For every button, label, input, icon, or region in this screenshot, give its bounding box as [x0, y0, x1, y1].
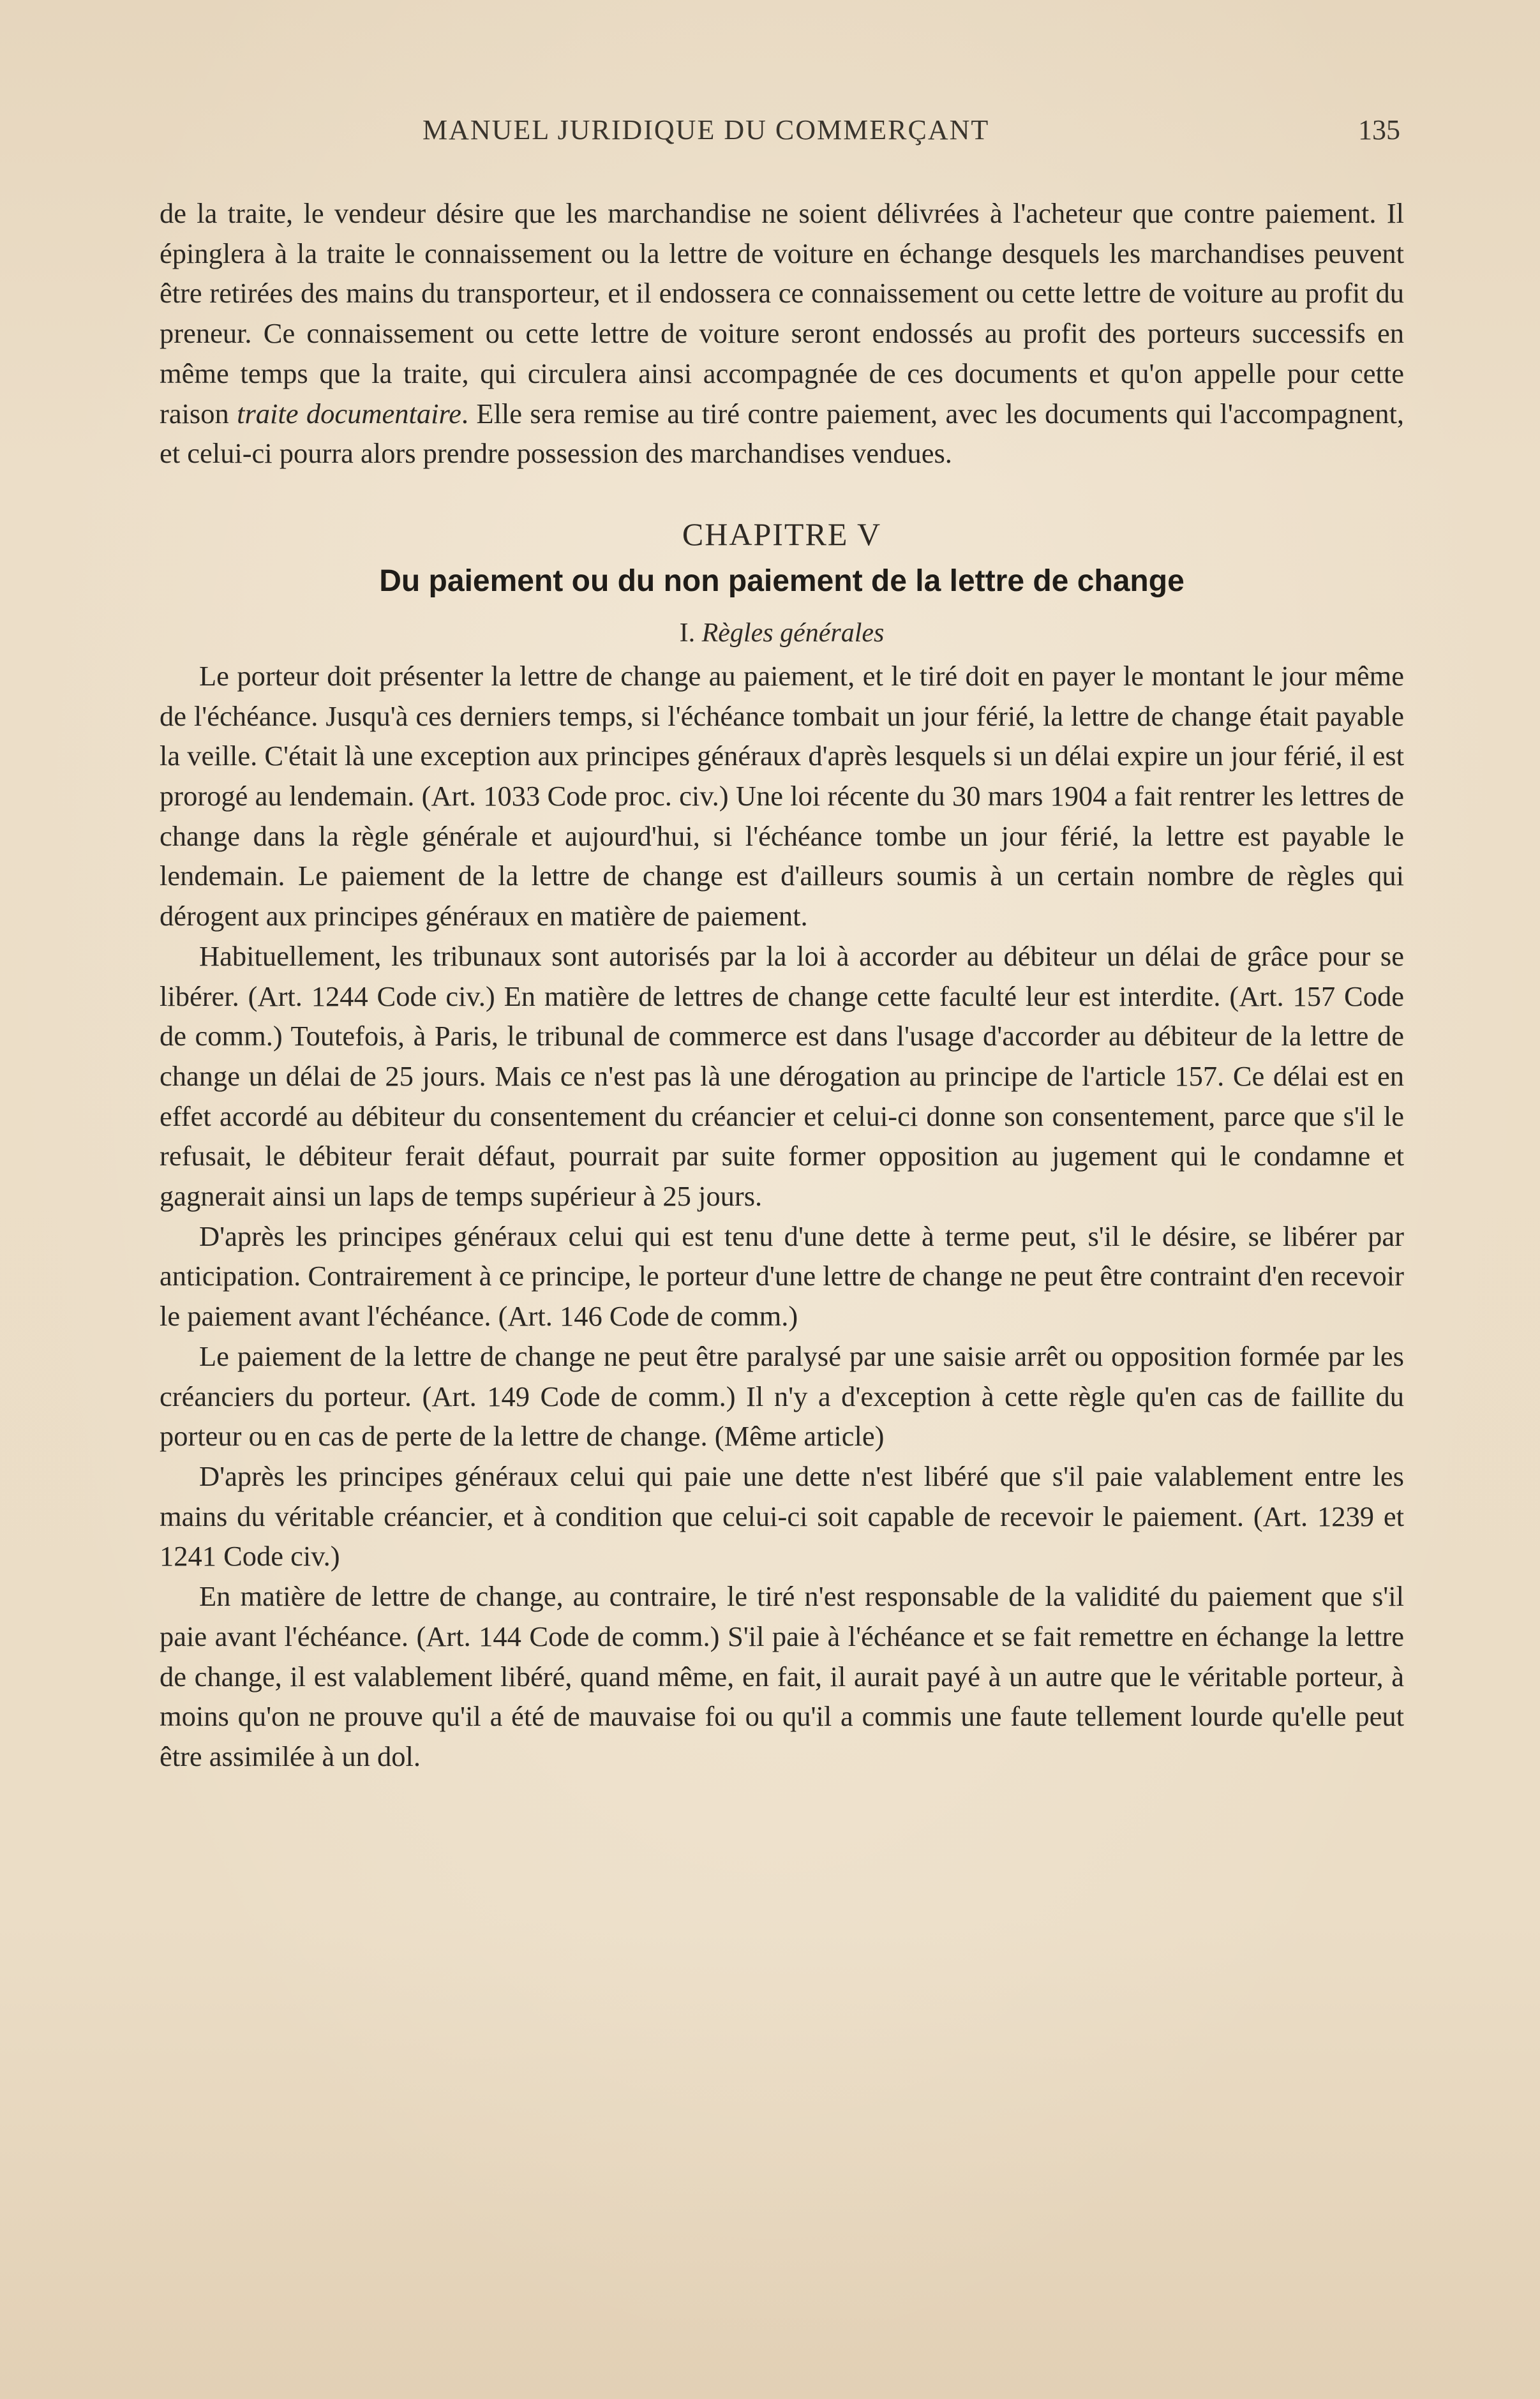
- page-body: [160, 193, 1404, 1777]
- paragraph-text: de la traite, le vendeur désire que les marchandise ne soient délivrées à l'acheteur que contre paiement. Il épinglera à la traite le connaissement ou la lettre de voiture en échange desquels les marchandises peuvent être retirées des mains du transporteur, et il endossera ce connaissement ou cette lettre de voiture au profit du preneur. Ce connaissement ou cette lettre de voiture seront endossés au profit des porteurs successifs en même temps que la traite, qui circulera ainsi accompagnée de ces documents et qu'on appelle pour cette raison: [160, 197, 1404, 430]
- book-page: [160, 0, 1404, 2399]
- paragraph: Le porteur doit présenter la lettre de change au paiement, et le tiré doit en payer le montant le jour même de l'échéance. Jusqu'à ces derniers temps, si l'échéance tombait un jour férié, la lettre de change était payable la veille. C'était là une exception aux principes généraux d'après lesquels si un délai expire un jour férié, il est prorogé au lendemain. (Art. 1033 Code proc. civ.) Une loi récente du 30 mars 1904 a fait rentrer les lettres de change dans la règle générale et aujourd'hui, si l'échéance tombe un jour férié, la lettre est payable le lendemain. Le paiement de la lettre de change est d'ailleurs soumis à un certain nombre de règles qui dérogent aux principes généraux en matière de paiement.: [160, 659, 1404, 932]
- section-title: Règles générales: [701, 618, 885, 648]
- chapter-title: CHAPITRE V: [682, 516, 882, 552]
- chapter-subtitle: Du paiement ou du non paiement de la lettre de change: [379, 564, 1185, 598]
- paragraph: D'après les principes généraux celui qui est tenu d'une dette à terme peut, s'il le désire, se libérer par anticipation. Contrairement à ce principe, le porteur d'une lettre de change ne peut être contraint d'en recevoir le paiement avant l'échéance. (Art. 146 Code de comm.): [160, 1220, 1404, 1333]
- section-number: I.: [679, 618, 696, 648]
- running-title: MANUEL JURIDIQUE DU COMMERÇANT: [422, 114, 990, 146]
- paragraph: En matière de lettre de change, au contraire, le tiré n'est responsable de la validité du paiement que s'il paie avant l'échéance. (Art. 144 Code de comm.) S'il paie à l'échéance et se fait remettre en échange la lettre de change, il est valablement libéré, quand même, en fait, il aurait payé à un autre que le véritable porteur, à moins qu'on ne prouve qu'il a été de mauvaise foi ou qu'il a commis une faute tellement lourde qu'elle peut être assimilée à un dol.: [160, 1580, 1404, 1772]
- running-header: [160, 114, 1404, 152]
- italic-term: traite documentaire: [237, 397, 461, 430]
- paragraph-text: . Elle sera remise au tiré contre paiement, avec les documents qui l'accompagnent, et celui-ci pourra alors prendre possession des marchandises vendues.: [160, 397, 1404, 470]
- section-heading: [160, 614, 1404, 652]
- paragraph: D'après les principes généraux celui qui paie une dette n'est libéré que s'il paie valablement entre les mains du véritable créancier, et à condition que celui-ci soit capable de recevoir le paiement. (Art. 1239 et 1241 Code civ.): [160, 1460, 1404, 1573]
- paragraph: Le paiement de la lettre de change ne peut être paralysé par une saisie arrêt ou opposition formée par les créanciers du porteur. (Art. 149 Code de comm.) Il n'y a d'exception à cette règle qu'en cas de faillite du porteur ou en cas de perte de la lettre de change. (Même article): [160, 1340, 1404, 1453]
- paragraph: Habituellement, les tribunaux sont autorisés par la loi à accorder au débiteur un délai de grâce pour se libérer. (Art. 1244 Code civ.) En matière de lettres de change cette faculté leur est interdite. (Art. 157 Code de comm.) Toutefois, à Paris, le tribunal de commerce est dans l'usage d'accorder au débiteur de la lettre de change un délai de 25 jours. Mais ce n'est pas là une dérogation au principe de l'article 157. Ce délai est en effet accordé au débiteur du consentement du créancier et celui-ci donne son consentement, parce que s'il le refusait, le débiteur ferait défaut, pourrait par suite former opposition au jugement qui le condamne et gagnerait ainsi un laps de temps supérieur à 25 jours.: [160, 939, 1404, 1213]
- paragraph-continued: [160, 193, 1404, 474]
- page-number: 135: [1358, 114, 1400, 146]
